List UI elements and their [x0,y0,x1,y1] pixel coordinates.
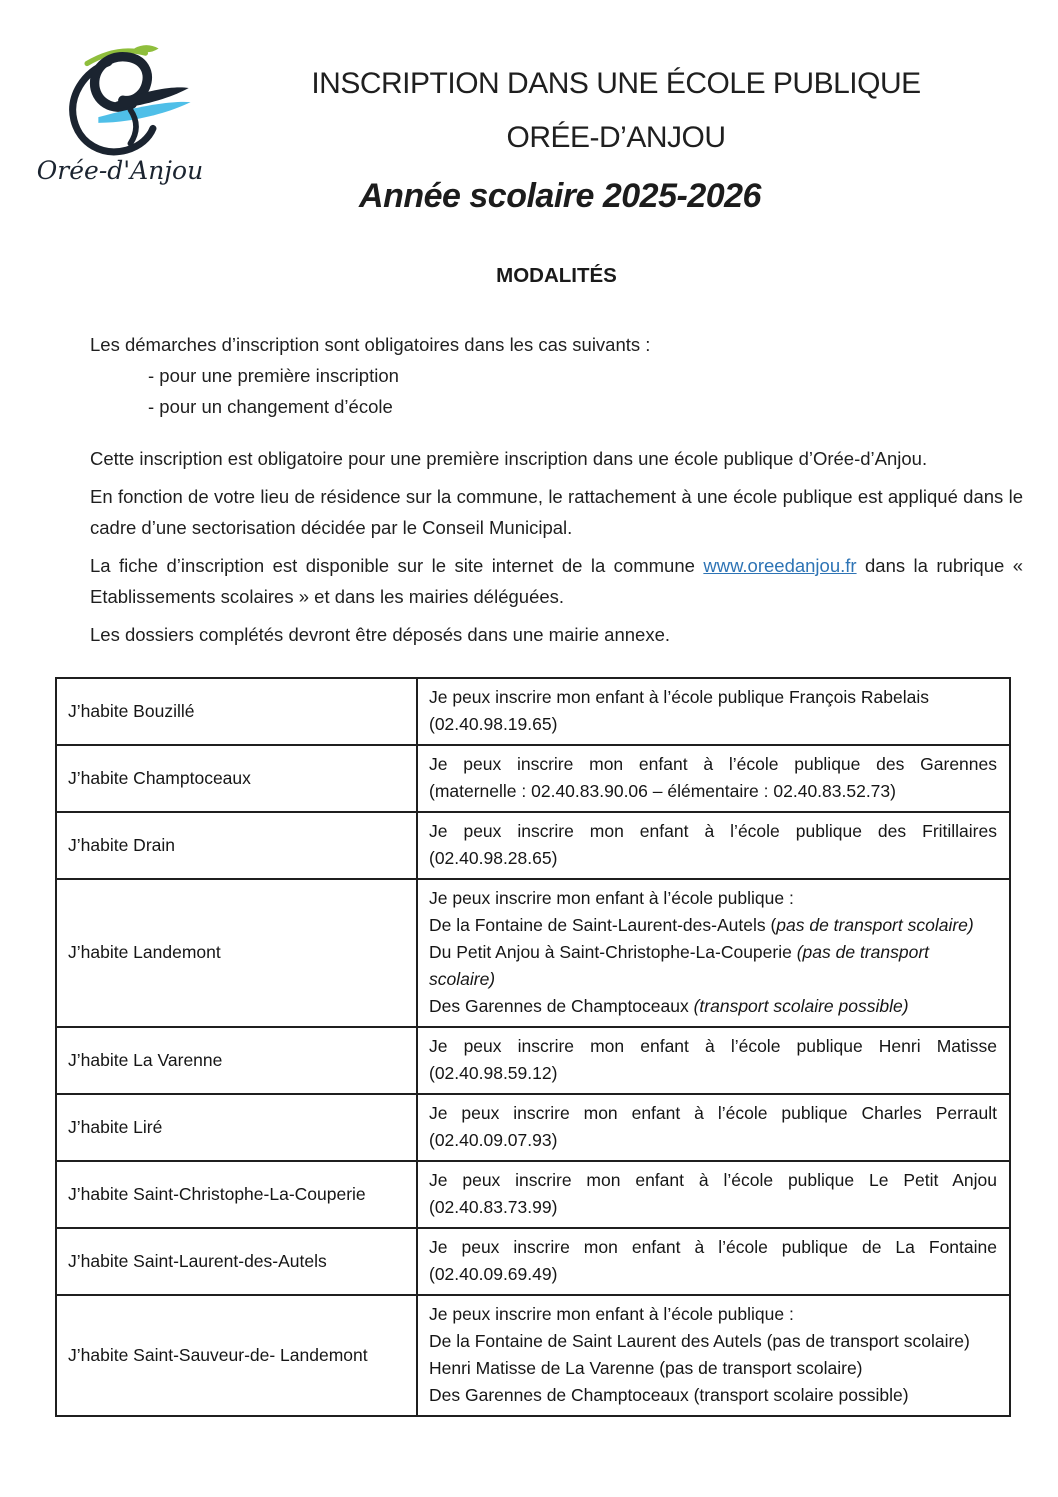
school-cell-line: (02.40.98.19.65) [429,714,558,734]
school-cell [417,745,1010,812]
commune-cell: J’habite Landemont [56,879,417,1027]
commune-cell: J’habite Saint-Sauveur-de- Landemont [56,1295,417,1416]
logo-swirl-icon [40,38,200,170]
oreedanjou-link[interactable]: www.oreedanjou.fr [703,555,857,576]
table-row [56,1161,1010,1228]
table-row [56,879,1010,1027]
intro-lead: Les démarches d’inscription sont obligatoires dans les cas suivants : [90,334,651,355]
paragraph-fiche-after: dans la rubrique « Etablissements scolaires » et dans les mairies déléguées. [90,555,1023,607]
school-cell-line: (02.40.83.73.99) [429,1197,558,1217]
school-cell-line: Je peux inscrire mon enfant à l’école publique : [429,1304,794,1324]
table-row [56,678,1010,745]
school-cell-line: Je peux inscrire mon enfant à l’école publique : [429,888,794,908]
table-row [56,1295,1010,1416]
intro-bullet-1: - pour une première inscription [148,365,399,386]
table-row [56,1228,1010,1295]
school-cell [417,812,1010,879]
commune-cell: J’habite Drain [56,812,417,879]
page-title-line1: INSCRIPTION DANS UNE ÉCOLE PUBLIQUE [311,67,921,100]
school-cell [417,1228,1010,1295]
commune-cell: J’habite Champtoceaux [56,745,417,812]
commune-cell: J’habite Liré [56,1094,417,1161]
school-cell-line: scolaire) [429,969,496,989]
table-row [56,1094,1010,1161]
paragraph-obligation: Cette inscription est obligatoire pour une première inscription dans une école publique d’Orée-d’Anjou. [90,448,928,469]
commune-cell: J’habite Saint-Christophe-La-Couperie [56,1161,417,1228]
section-heading: MODALITÉS [496,264,617,287]
document-header [0,0,1058,218]
intro-bullet-2: - pour un changement d’école [148,396,393,417]
table-row [56,745,1010,812]
paragraph-sectorisation: En fonction de votre lieu de résidence sur la commune, le rattachement à une école publique est appliqué dans le cadre d’une sectorisation décidée par le Conseil Municipal. [90,486,1023,538]
school-cell-line: Je peux inscrire mon enfant à l’école publique Henri Matisse [429,1036,997,1056]
school-cell-line: Je peux inscrire mon enfant à l’école publique des Fritillaires [429,821,997,841]
school-cell-line: De la Fontaine de Saint-Laurent-des-Autels (pas de transport scolaire) [429,915,974,935]
school-cell-line: (02.40.98.59.12) [429,1063,558,1083]
sectorisation-table-body [56,678,1010,1416]
school-cell [417,678,1010,745]
sectorisation-table [55,677,1011,1417]
document-body [90,264,1023,650]
commune-cell: J’habite Bouzillé [56,678,417,745]
commune-cell: J’habite La Varenne [56,1027,417,1094]
school-cell-line: De la Fontaine de Saint Laurent des Autels (pas de transport scolaire) [429,1331,970,1351]
school-cell-line: Je peux inscrire mon enfant à l’école publique de La Fontaine [429,1237,997,1257]
school-cell [417,879,1010,1027]
paragraph-fiche [90,550,1023,612]
page-title-line3: Année scolaire 2025-2026 [359,177,761,215]
school-cell-line: (02.40.09.69.49) [429,1264,558,1284]
title-block [204,38,1028,218]
school-cell-line: Des Garennes de Champtoceaux (transport scolaire possible) [429,1385,909,1405]
school-cell-line: Je peux inscrire mon enfant à l’école publique Le Petit Anjou [429,1170,997,1190]
commune-cell: J’habite Saint-Laurent-des-Autels [56,1228,417,1295]
school-cell-line: Des Garennes de Champtoceaux (transport scolaire possible) [429,996,909,1016]
school-cell-line: Je peux inscrire mon enfant à l’école publique Charles Perrault [429,1103,997,1123]
school-cell-line: Je peux inscrire mon enfant à l’école publique François Rabelais [429,687,929,707]
paragraph-dossiers: Les dossiers complétés devront être déposés dans une mairie annexe. [90,624,671,645]
page-title-line2: ORÉE-D’ANJOU [506,121,726,154]
school-cell-line: (02.40.98.28.65) [429,848,558,868]
school-cell [417,1094,1010,1161]
table-row [56,1027,1010,1094]
logo-wordmark: Orée-d'Anjou [36,156,204,185]
paragraph-fiche-before: La fiche d’inscription est disponible sur le site internet de la commune [90,555,704,576]
sectorisation-table-wrap [55,677,1011,1417]
school-cell-line: Je peux inscrire mon enfant à l’école publique des Garennes [429,754,997,774]
school-cell [417,1295,1010,1416]
school-cell-line: (maternelle : 02.40.83.90.06 – élémentaire : 02.40.83.52.73) [429,781,896,801]
table-row [56,812,1010,879]
school-cell-line: (02.40.09.07.93) [429,1130,558,1150]
school-cell-line: Du Petit Anjou à Saint-Christophe-La-Couperie (pas de transport [429,942,930,962]
school-cell [417,1027,1010,1094]
school-cell [417,1161,1010,1228]
school-cell-line: Henri Matisse de La Varenne (pas de transport scolaire) [429,1358,863,1378]
